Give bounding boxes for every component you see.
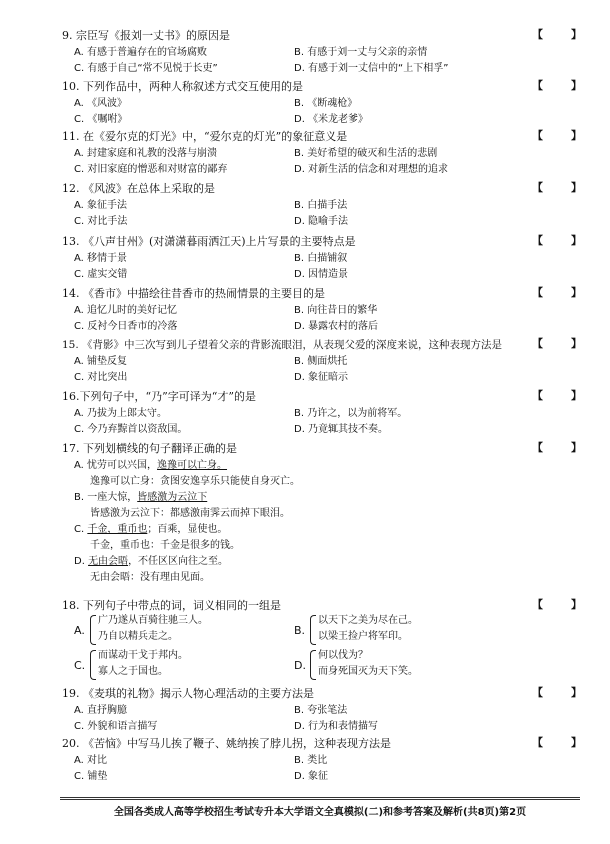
option-d[interactable]: D. 行为和表情描写 xyxy=(294,721,379,732)
option-a[interactable]: A. 铺垫反复 xyxy=(74,356,128,367)
question-stem: 19. 《麦琪的礼物》揭示人物心理活动的主要方法是 xyxy=(62,687,314,700)
question-9 xyxy=(62,28,592,77)
answer-bracket[interactable]: 【 】 xyxy=(532,181,582,194)
option-d[interactable]: D. 有感于刘一丈信中的“上下相孚” xyxy=(294,63,449,74)
question-stem: 11. 在《爱尔克的灯光》中，“爱尔克的灯光”的象征意义是 xyxy=(62,130,348,143)
option-d-translation: 无由会晤：没有理由见面。 xyxy=(90,572,210,583)
footer-divider xyxy=(60,797,580,798)
question-10 xyxy=(62,79,592,128)
question-stem: 14. 《香市》中描绘往昔香市的热闹情景的主要目的是 xyxy=(62,287,325,300)
option-a[interactable]: A. 对比 xyxy=(74,755,108,766)
answer-bracket[interactable]: 【 】 xyxy=(532,389,582,402)
option-d[interactable]: D. 乃竟辄其技不奏。 xyxy=(294,424,389,435)
page-footer: 全国各类成人高等学校招生考试专升本大学语文全真模拟(二)和参考答案及解析(共8页)第2页 xyxy=(113,807,527,818)
option-d[interactable]: D. 隐喻手法 xyxy=(294,216,349,227)
answer-bracket[interactable]: 【 】 xyxy=(532,686,582,699)
question-stem: 15. 《背影》中三次写到儿子望着父亲的背影流眼泪，从表现父爱的深度来说，这种表现方法是 xyxy=(62,339,503,351)
option-c[interactable]: C. 《嘱咐》 xyxy=(74,114,128,125)
option-b[interactable]: B. 侧面烘托 xyxy=(294,356,348,367)
answer-bracket[interactable]: 【 】 xyxy=(532,79,582,92)
option-c[interactable]: C. 对旧家庭的憎恶和对财富的鄙弃 xyxy=(74,164,228,175)
question-stem: 9. 宗臣写《报刘一丈书》的原因是 xyxy=(62,29,230,42)
answer-bracket[interactable]: 【 】 xyxy=(532,129,582,142)
option-b[interactable]: B. 类比 xyxy=(294,755,328,766)
option-c-translation: 千金，重币也：千金是很多的钱。 xyxy=(90,540,240,551)
option-a-translation: 逸豫可以亡身：贪图安逸享乐只能使自身灭亡。 xyxy=(90,476,300,487)
option-d[interactable]: D. 因情造景 xyxy=(294,269,349,280)
option-c[interactable]: C. 外貌和语言描写 xyxy=(74,721,158,732)
option-c[interactable]: C. 对比突出 xyxy=(74,372,128,383)
question-20 xyxy=(62,736,592,785)
option-a[interactable]: A. 追忆儿时的美好记忆 xyxy=(74,305,178,316)
answer-bracket[interactable]: 【 】 xyxy=(532,337,582,350)
option-d[interactable]: D. 象征暗示 xyxy=(294,372,349,383)
question-16 xyxy=(62,389,592,438)
answer-bracket[interactable]: 【 】 xyxy=(532,736,582,749)
option-a[interactable]: A. 《风波》 xyxy=(74,98,128,109)
option-d[interactable]: D. 对新生活的信念和对理想的追求 xyxy=(294,164,449,175)
question-13 xyxy=(62,234,592,283)
answer-bracket[interactable]: 【 】 xyxy=(532,441,582,454)
option-b[interactable]: B. 美好希望的破灭和生活的悲剧 xyxy=(294,148,438,159)
question-17 xyxy=(62,441,592,586)
option-a[interactable]: A. 象征手法 xyxy=(74,200,128,211)
option-c[interactable]: C. 有感于自己“常不见悦于长吏” xyxy=(74,63,218,74)
question-12 xyxy=(62,181,592,230)
option-c[interactable]: C. 今乃弃黥首以资敌国。 xyxy=(74,424,188,435)
question-14 xyxy=(62,286,592,335)
option-c[interactable]: C. 反衬今日香市的冷落 xyxy=(74,321,178,332)
question-stem: 20. 《苦恼》中写马儿挨了鞭子、姚纳挨了脖儿拐，这种表现方法是 xyxy=(62,737,391,750)
option-b-translation: 皆感激为云泣下：都感激南霁云而掉下眼泪。 xyxy=(90,508,290,519)
option-a[interactable]: A. 封建家庭和礼教的没落与崩溃 xyxy=(74,148,218,159)
option-a[interactable]: A. 忧劳可以兴国，逸豫可以亡身。 xyxy=(74,460,228,471)
option-c[interactable]: C. 对比手法 xyxy=(74,216,128,227)
option-a[interactable]: A. 直抒胸臆 xyxy=(74,705,128,716)
question-stem: 12. 《风波》在总体上采取的是 xyxy=(62,182,215,195)
option-b[interactable]: B. 白描铺叙 xyxy=(294,253,348,264)
question-stem: 10. 下列作品中，两种人称叙述方式交互使用的是 xyxy=(62,80,303,93)
question-11 xyxy=(62,129,592,178)
option-c[interactable]: C. 千金，重币也；百乘，显使也。 xyxy=(74,524,228,535)
option-b[interactable]: B. 乃许之，以为前将军。 xyxy=(294,408,408,419)
option-b[interactable]: B. 有感于刘一丈与父亲的亲情 xyxy=(294,47,428,58)
option-b[interactable]: B. 夸张笔法 xyxy=(294,705,348,716)
question-15 xyxy=(62,337,592,386)
answer-bracket[interactable]: 【 】 xyxy=(532,234,582,247)
option-b[interactable]: B. 向往昔日的繁华 xyxy=(294,305,378,316)
option-d[interactable]: D. 无由会晤，不任区区向往之至。 xyxy=(74,556,229,567)
answer-bracket[interactable]: 【 】 xyxy=(532,286,582,299)
option-c[interactable]: C. 虚实交错 xyxy=(74,269,128,280)
option-a[interactable]: A. 乃拔为上郎太守。 xyxy=(74,408,168,419)
answer-bracket[interactable]: 【 】 xyxy=(532,598,582,611)
option-d[interactable]: D. 暴露农村的落后 xyxy=(294,321,379,332)
option-b[interactable]: B. 白描手法 xyxy=(294,200,348,211)
question-stem: 18. 下列句子中带点的词，词义相同的一组是 xyxy=(62,599,281,612)
question-stem: 16.下列句子中，“乃”字可译为“才”的是 xyxy=(62,390,256,403)
question-18: 18. 下列句子中带点的词，词义相同的一组是 【 】 A. 广乃遂从百骑往驰三人。 乃自以精兵走之。 B. 以天下之美为尽在己。 以梁王捡户将军印。 C. 而谋动干戈于邦内。 寡人之于国也。 D. 何以伐为？ 而身死国灭为天下笑。 xyxy=(62,598,592,683)
footer-divider xyxy=(60,799,580,800)
option-a[interactable]: A. 有感于普遍存在的官场腐败 xyxy=(74,47,208,58)
option-b[interactable]: B. 《断魂枪》 xyxy=(294,98,358,109)
option-b[interactable]: B. 一座大惊，皆感激为云泣下 xyxy=(74,492,208,503)
question-stem: 13. 《八声甘州》(对潇潇暮雨洒江天)上片写景的主要特点是 xyxy=(62,235,356,248)
option-a[interactable]: A. 移情于景 xyxy=(74,253,128,264)
question-stem: 17. 下列划横线的句子翻译正确的是 xyxy=(62,442,237,455)
option-d[interactable]: D. 象征 xyxy=(294,771,329,782)
question-19 xyxy=(62,686,592,735)
option-c[interactable]: C. 铺垫 xyxy=(74,771,108,782)
answer-bracket[interactable]: 【 】 xyxy=(532,28,582,41)
option-d[interactable]: D. 《米龙老爹》 xyxy=(294,114,369,125)
